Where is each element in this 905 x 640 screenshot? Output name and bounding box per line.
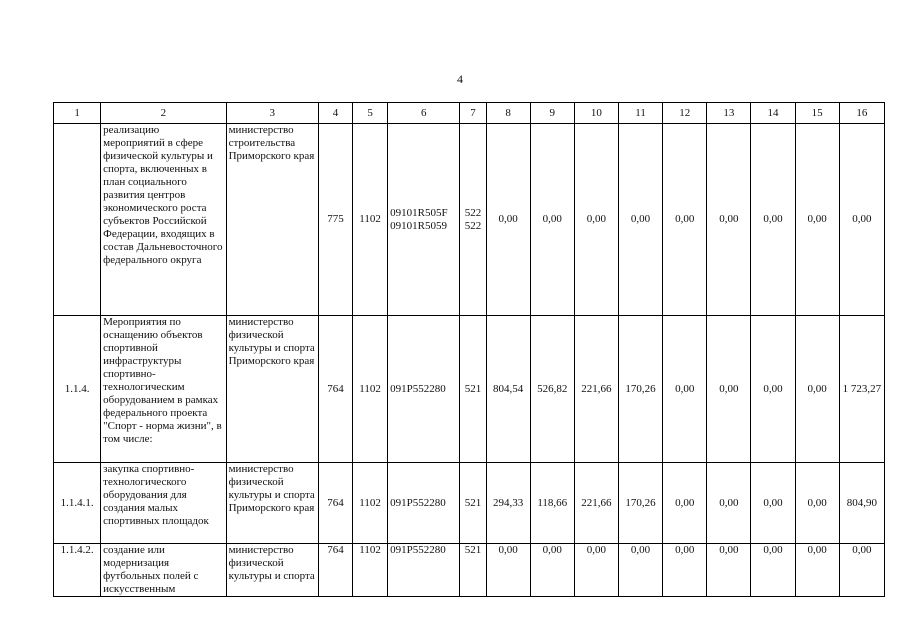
table-cell: 0,00 [663, 463, 707, 544]
table-cell: 221,66 [574, 316, 618, 463]
table-cell: 0,00 [795, 316, 839, 463]
table-cell: 0,00 [839, 124, 884, 316]
table-cell: 804,90 [839, 463, 884, 544]
table-cell: 1102 [353, 316, 388, 463]
header-cell: 16 [839, 103, 884, 124]
table-cell: 0,00 [618, 124, 662, 316]
table-cell: 1102 [353, 544, 388, 597]
header-cell: 14 [751, 103, 795, 124]
responsible-executor: министерство физической культуры и спорта Приморского края [226, 316, 318, 463]
table-row [54, 124, 885, 316]
expense-type: 522 [464, 219, 482, 232]
table-cell: 294,33 [486, 463, 530, 544]
header-cell: 8 [486, 103, 530, 124]
header-cell: 15 [795, 103, 839, 124]
budget-table [53, 102, 885, 597]
header-cell: 9 [530, 103, 574, 124]
event-name: реализацию мероприятий в сфере физической культуры и спорта, включенных в план социального развития центров экономического роста субъектов Российской Федерации, входящих в состав Дальневосточного федерального округа [101, 124, 226, 316]
table-cell: 1 723,27 [839, 316, 884, 463]
table-cell: 0,00 [795, 544, 839, 597]
table-cell: 0,00 [795, 124, 839, 316]
header-cell: 4 [318, 103, 352, 124]
table-cell: 221,66 [574, 463, 618, 544]
target-code-cell [388, 124, 460, 316]
expense-type: 521 [460, 316, 486, 463]
header-cell: 7 [460, 103, 486, 124]
responsible-executor: министерство физической культуры и спорта Приморского края [226, 463, 318, 544]
table-cell: 0,00 [663, 124, 707, 316]
header-cell: 1 [54, 103, 101, 124]
table-cell: 0,00 [618, 544, 662, 597]
table-cell: 764 [318, 463, 352, 544]
target-code: 091P552280 [388, 316, 460, 463]
table-cell: 0,00 [707, 124, 751, 316]
table-cell: 0,00 [663, 544, 707, 597]
responsible-executor: министерство физической культуры и спорта [226, 544, 318, 597]
table-cell: 170,26 [618, 316, 662, 463]
expense-type: 521 [460, 463, 486, 544]
table-cell: 0,00 [707, 316, 751, 463]
target-code: 09101R505F [390, 206, 448, 219]
table-cell: 0,00 [530, 544, 574, 597]
header-cell: 10 [574, 103, 618, 124]
target-code: 091P552280 [388, 544, 460, 597]
header-cell: 2 [101, 103, 226, 124]
table-cell: 0,00 [486, 124, 530, 316]
table-row [54, 316, 885, 463]
page-number: 4 [457, 72, 463, 86]
table-cell: 0,00 [530, 124, 574, 316]
table-cell: 526,82 [530, 316, 574, 463]
table-cell: 764 [318, 544, 352, 597]
table-cell: 170,26 [618, 463, 662, 544]
table-cell: 764 [318, 316, 352, 463]
table-cell: 0,00 [707, 463, 751, 544]
header-cell: 13 [707, 103, 751, 124]
expense-type: 522 [464, 206, 482, 219]
event-name: Мероприятия по оснащению объектов спортивной инфраструктуры спортивно-технологическим оборудованием в рамках федерального проекта "Спорт - норма жизни", в том числе: [101, 316, 226, 463]
row-number: 1.1.4.1. [54, 463, 101, 544]
header-cell: 12 [663, 103, 707, 124]
table-cell: 0,00 [751, 316, 795, 463]
header-cell: 3 [226, 103, 318, 124]
header-cell: 6 [388, 103, 460, 124]
expense-type-cell [460, 124, 486, 316]
table-cell: 0,00 [795, 463, 839, 544]
table-row [54, 463, 885, 544]
expense-type: 521 [460, 544, 486, 597]
target-code: 091P552280 [388, 463, 460, 544]
table-cell: 0,00 [751, 463, 795, 544]
header-cell: 11 [618, 103, 662, 124]
table-cell: 0,00 [574, 544, 618, 597]
header-cell: 5 [353, 103, 388, 124]
event-name: закупка спортивно-технологического оборудования для создания малых спортивных площадок [101, 463, 226, 544]
table-cell: 0,00 [751, 124, 795, 316]
row-number [54, 124, 101, 316]
table-cell: 804,54 [486, 316, 530, 463]
table-cell: 1102 [353, 463, 388, 544]
table-cell: 775 [318, 124, 352, 316]
target-code: 09101R5059 [390, 219, 447, 232]
table-row [54, 544, 885, 597]
table-cell: 0,00 [839, 544, 884, 597]
table-cell: 1102 [353, 124, 388, 316]
table-cell: 118,66 [530, 463, 574, 544]
row-number: 1.1.4. [54, 316, 101, 463]
table-cell: 0,00 [574, 124, 618, 316]
table-cell: 0,00 [707, 544, 751, 597]
responsible-executor: министерство строительства Приморского края [226, 124, 318, 316]
table-cell: 0,00 [663, 316, 707, 463]
table-cell: 0,00 [751, 544, 795, 597]
header-row [54, 103, 885, 124]
row-number: 1.1.4.2. [54, 544, 101, 597]
event-name: создание или модернизация футбольных полей с искусственным [101, 544, 226, 597]
table-cell: 0,00 [486, 544, 530, 597]
